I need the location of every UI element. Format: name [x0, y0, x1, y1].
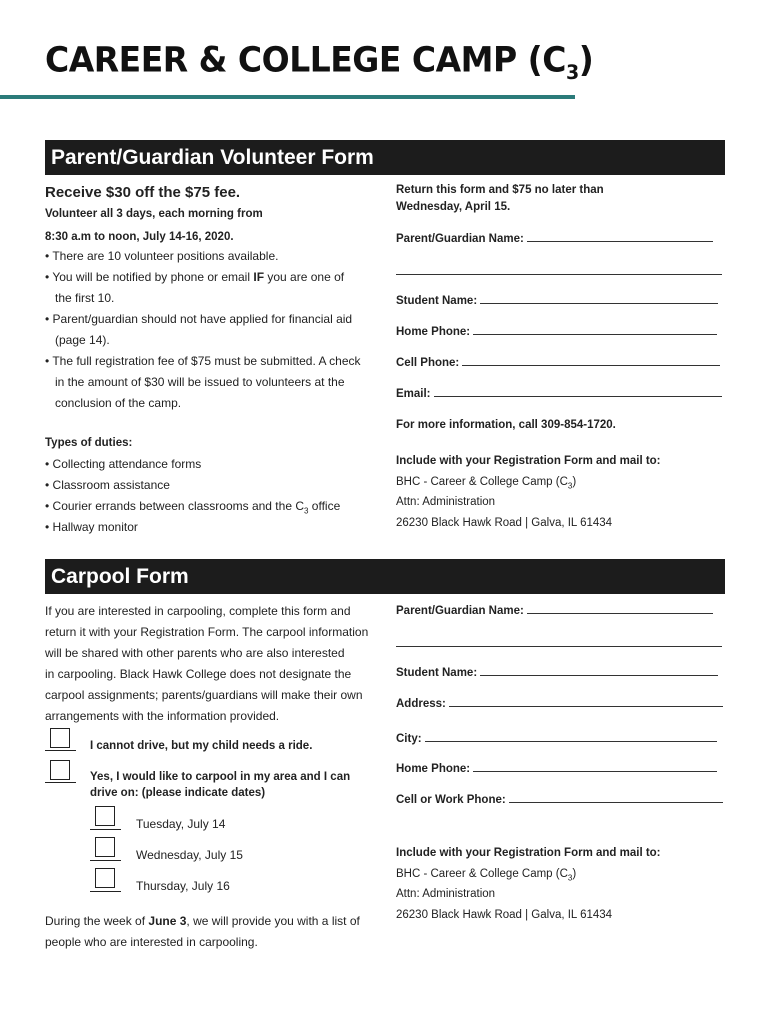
can-drive-label: Yes, I would like to carpool in my area and I can drive on: (please indicate dates) — [90, 771, 351, 799]
volunteer-bullet-3: • Parent/guardian should not have applied for financial aid — [45, 312, 353, 326]
volunteer-headline: Receive $30 off the $75 fee. — [45, 184, 241, 201]
title-underline — [0, 95, 575, 99]
volunteer-bullet-4-cont: in the amount of $30 will be issued to volunteers at the — [55, 375, 345, 389]
volunteer-bullet-4: • The full registration fee of $75 must be submitted. A check — [45, 354, 361, 368]
date-checkbox-thursday[interactable] — [95, 868, 115, 888]
vol-mail-title: Include with your Registration Form and mail to: — [396, 455, 661, 467]
cannot-drive-label: I cannot drive, but my child needs a ride. — [90, 740, 313, 752]
duty-item: • Classroom assistance — [45, 478, 170, 492]
carpool-footer-2: people who are interested in carpooling. — [45, 935, 258, 949]
cannot-drive-checkbox[interactable] — [50, 728, 70, 748]
carpool-banner: Carpool Form — [45, 559, 725, 594]
date-label-tuesday: Tuesday, July 14 — [136, 817, 226, 831]
volunteer-intro-2: 8:30 a.m to noon, July 14-16, 2020. — [45, 231, 234, 243]
carpool-intro-line: return it with your Registration Form. The carpool information — [45, 625, 369, 639]
volunteer-bullet-2-cont: the first 10. — [55, 291, 115, 305]
title-close: ) — [578, 38, 594, 80]
duty-item: • Hallway monitor — [45, 520, 138, 534]
title-subscript: 3 — [565, 60, 579, 85]
carpool-parent-field[interactable]: Parent/Guardian Name: — [396, 601, 713, 622]
date-label-thursday: Thursday, July 16 — [136, 879, 230, 893]
vol-student-field[interactable]: Student Name: — [396, 291, 718, 312]
vol-mail-line-3: 26230 Black Hawk Road | Galva, IL 61434 — [396, 517, 613, 529]
carpool-intro-line: carpool assignments; parents/guardians will make their own — [45, 688, 363, 702]
vol-email-field[interactable]: Email: — [396, 384, 722, 405]
carpool-city-field[interactable]: City: — [396, 729, 717, 750]
volunteer-bullet-3-cont: (page 14). — [55, 333, 110, 347]
checkbox-line — [90, 829, 121, 830]
vol-mail-line-2: Attn: Administration — [396, 496, 496, 508]
volunteer-intro-1: Volunteer all 3 days, each morning from — [45, 208, 263, 220]
checkbox-line — [45, 750, 76, 751]
volunteer-bullet-1: • There are 10 volunteer positions available. — [45, 249, 279, 263]
vol-parent-field[interactable]: Parent/Guardian Name: — [396, 229, 713, 250]
page-title — [45, 39, 593, 84]
carpool-address-field[interactable]: Address: — [396, 694, 723, 715]
carpool-mail-title: Include with your Registration Form and mail to: — [396, 847, 661, 859]
title-text: CAREER & COLLEGE CAMP (C — [45, 38, 566, 80]
checkbox-line — [45, 782, 76, 783]
vol-parent-field-line2[interactable] — [396, 274, 722, 275]
date-checkbox-tuesday[interactable] — [95, 806, 115, 826]
carpool-parent-field-line2[interactable] — [396, 646, 722, 647]
date-checkbox-wednesday[interactable] — [95, 837, 115, 857]
carpool-home-phone-field[interactable]: Home Phone: — [396, 759, 717, 780]
carpool-mail-line-2: Attn: Administration — [396, 888, 496, 900]
duties-title: Types of duties: — [45, 437, 133, 449]
carpool-mail-line-3: 26230 Black Hawk Road | Galva, IL 61434 — [396, 909, 613, 921]
return-notice: Return this form and $75 no later than Wednesday, April 15. — [396, 184, 604, 213]
carpool-cell-phone-field[interactable]: Cell or Work Phone: — [396, 790, 723, 811]
carpool-intro-line: If you are interested in carpooling, complete this form and — [45, 604, 351, 618]
vol-cell-phone-field[interactable]: Cell Phone: — [396, 353, 720, 374]
duty-item: • Courier errands between classrooms and the $C_3$ office — [45, 499, 341, 516]
carpool-footer-1: During the week of June 3, we will provide you with a list of — [45, 914, 360, 928]
can-drive-checkbox[interactable] — [50, 760, 70, 780]
vol-mail-line-1: BHC - Career & College Camp $(C_3)$ — [396, 476, 577, 491]
checkbox-line — [90, 891, 121, 892]
checkbox-line — [90, 860, 121, 861]
carpool-intro-line: in carpooling. Black Hawk College does not designate the — [45, 667, 352, 681]
carpool-intro-line: will be shared with other parents who are also interested — [45, 646, 345, 660]
date-label-wednesday: Wednesday, July 15 — [136, 848, 243, 862]
volunteer-bullet-2: • You will be notified by phone or email IF you are one of — [45, 270, 345, 284]
carpool-intro-line: arrangements with the information provided. — [45, 709, 280, 723]
duty-item: • Collecting attendance forms — [45, 457, 202, 471]
more-info: For more information, call 309-854-1720. — [396, 419, 616, 431]
volunteer-bullet-4-cont2: conclusion of the camp. — [55, 396, 182, 410]
volunteer-banner: Parent/Guardian Volunteer Form — [45, 140, 725, 175]
carpool-student-field[interactable]: Student Name: — [396, 663, 718, 684]
vol-home-phone-field[interactable]: Home Phone: — [396, 322, 717, 343]
carpool-mail-line-1: BHC - Career & College Camp $(C_3)$ — [396, 868, 577, 883]
